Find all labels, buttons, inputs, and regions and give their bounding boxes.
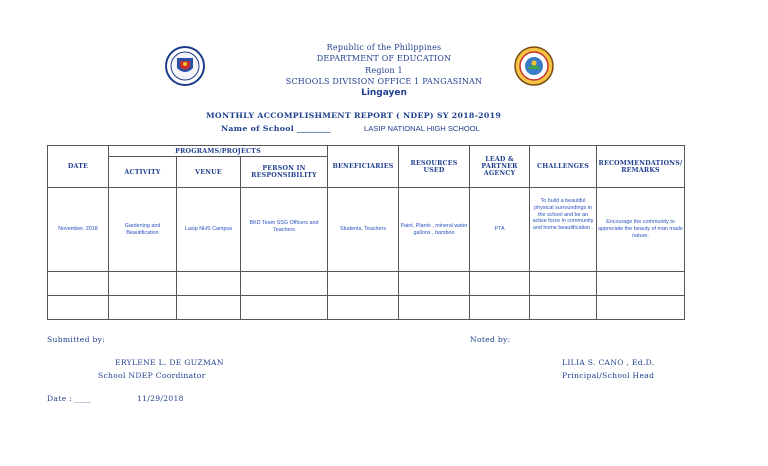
header-resources: RESOURCES USED: [399, 146, 470, 188]
school-name: LASIP NATIONAL HIGH SCHOOL: [364, 124, 480, 133]
header-programs: PROGRAMS/PROJECTS: [109, 146, 328, 157]
head-name: LILIA S. CANO , Ed.D.: [562, 358, 655, 367]
table-row: [48, 188, 685, 272]
date-label: Date : ____: [47, 394, 92, 403]
cell-person: BKD Team SSG Officers and Teachers: [241, 188, 328, 272]
school-label: Name of School ________: [221, 124, 331, 133]
header-department: DEPARTMENT OF EDUCATION: [316, 54, 452, 63]
coordinator-name: ERYLENE L. DE GUZMAN: [115, 358, 224, 367]
header-challenges: CHALLENGES: [530, 146, 597, 188]
accomplishment-table: [47, 145, 685, 320]
header-republic: Republic of the Philippines: [326, 43, 442, 52]
coordinator-title: School NDEP Coordinator: [98, 371, 206, 380]
cell-venue: Lasip NHS Campus: [177, 188, 241, 272]
cell-challenges: To build a beautiful physical surroundings in the school and be an active force in community and home beautification .: [530, 188, 597, 272]
header-venue: VENUE: [177, 157, 241, 188]
cell-beneficiaries: Students, Teachers: [328, 188, 399, 272]
header-partner: LEAD & PARTNER AGENCY: [470, 146, 530, 188]
report-title: MONTHLY ACCOMPLISHMENT REPORT ( NDEP) SY 2018-2019: [206, 111, 502, 120]
header-person: PERSON IN RESPONSIBILITY: [241, 157, 328, 188]
cell-date: November, 2018: [48, 188, 109, 272]
header-lingayen: Lingayen: [361, 88, 407, 98]
header-recommendations: RECOMMENDATIONS/ REMARKS: [597, 146, 685, 188]
head-title: Principal/School Head: [562, 371, 655, 380]
cell-recommendations: Encourage the community to appreciate the beauty of man made nature.: [597, 188, 685, 272]
header-beneficiaries: BENEFICIARIES: [328, 146, 399, 188]
table-row: [48, 296, 685, 320]
submitted-by-label: Submitted by:: [47, 335, 106, 344]
cell-resources: Paint, Plants , mineral water gallons , bamboo: [399, 188, 470, 272]
header-region: Region 1: [365, 66, 403, 75]
header-date: DATE: [48, 146, 109, 188]
cell-partner: PTA: [470, 188, 530, 272]
date-value: 11/29/2018: [137, 394, 184, 403]
table-row: [48, 272, 685, 296]
noted-by-label: Noted by:: [470, 335, 511, 344]
header-division: SCHOOLS DIVISION OFFICE 1 PANGASINAN: [285, 77, 483, 86]
header-activity: ACTIVITY: [109, 157, 177, 188]
cell-activity: Gardening and Beautification: [109, 188, 177, 272]
